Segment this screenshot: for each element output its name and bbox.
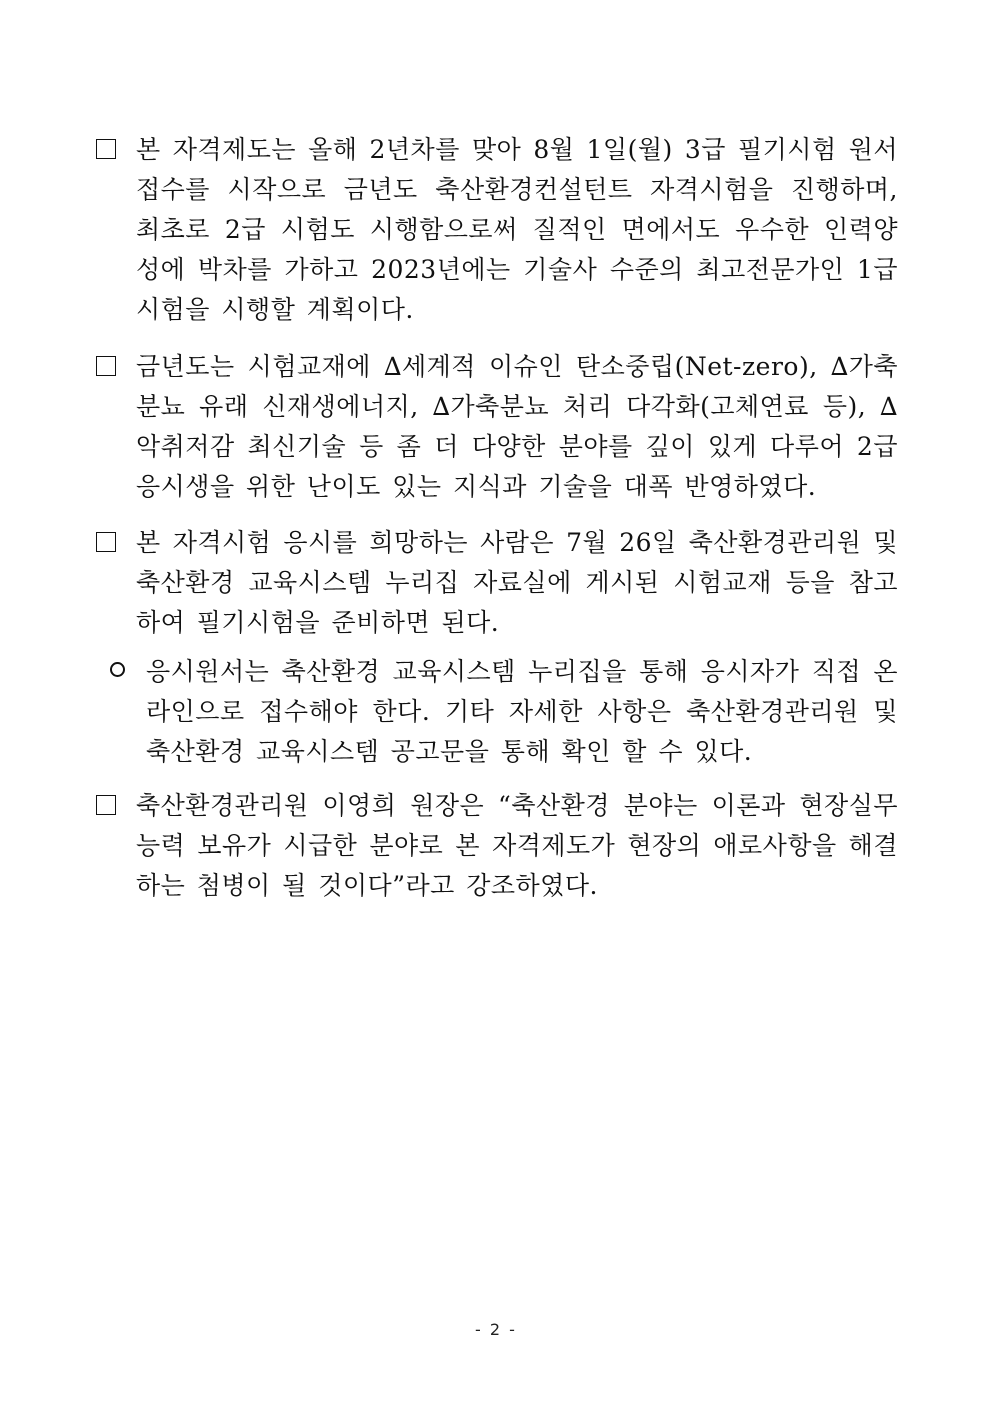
square-bullet-icon — [96, 356, 116, 376]
square-bullet-icon — [96, 139, 116, 159]
square-bullet-icon — [96, 532, 116, 552]
sub-paragraph — [110, 652, 898, 772]
paragraph-text: 본 자격시험 응시를 희망하는 사람은 7월 26일 축산환경관리원 및 축산환경 교육시스템 누리집 자료실에 게시된 시험교재 등을 참고하여 필기시험을 준비하면 된다. — [136, 528, 898, 637]
square-bullet-icon — [96, 795, 116, 815]
paragraph-2 — [96, 347, 898, 507]
paragraph-3 — [96, 523, 898, 643]
sub-paragraph-text: 응시원서는 축산환경 교육시스템 누리집을 통해 응시자가 직접 온라인으로 접수해야 한다. 기타 자세한 사항은 축산환경관리원 및 축산환경 교육시스템 공고문을 통해 확인 할 수 있다. — [146, 657, 898, 766]
paragraph-text: 축산환경관리원 이영희 원장은 “축산환경 분야는 이론과 현장실무 능력 보유가 시급한 분야로 본 자격제도가 현장의 애로사항을 해결하는 첨병이 될 것이다”라고 강조하였다. — [136, 791, 898, 900]
paragraph-text: 본 자격제도는 올해 2년차를 맞아 8월 1일(월) 3급 필기시험 원서접수를 시작으로 금년도 축산환경컨설턴트 자격시험을 진행하며, 최초로 2급 시험도 시행함으로써 질적인 면에서도 우수한 인력양성에 박차를 가하고 2023년에는 기술사 수준의 최고전문가인 1급 시험을 시행할 계획이다. — [136, 135, 898, 324]
circle-bullet-icon — [110, 662, 125, 677]
page-number: - 2 - — [475, 1320, 517, 1339]
paragraph-4 — [96, 786, 898, 906]
paragraph-1 — [96, 130, 898, 330]
paragraph-text: 금년도는 시험교재에 ∆세계적 이슈인 탄소중립(Net-zero), ∆가축분뇨 유래 신재생에너지, ∆가축분뇨 처리 다각화(고체연료 등), ∆악취저감 최신기술 등 좀 더 다양한 분야를 깊이 있게 다루어 2급 응시생을 위한 난이도 있는 지식과 기술을 대폭 반영하였다. — [136, 352, 898, 501]
